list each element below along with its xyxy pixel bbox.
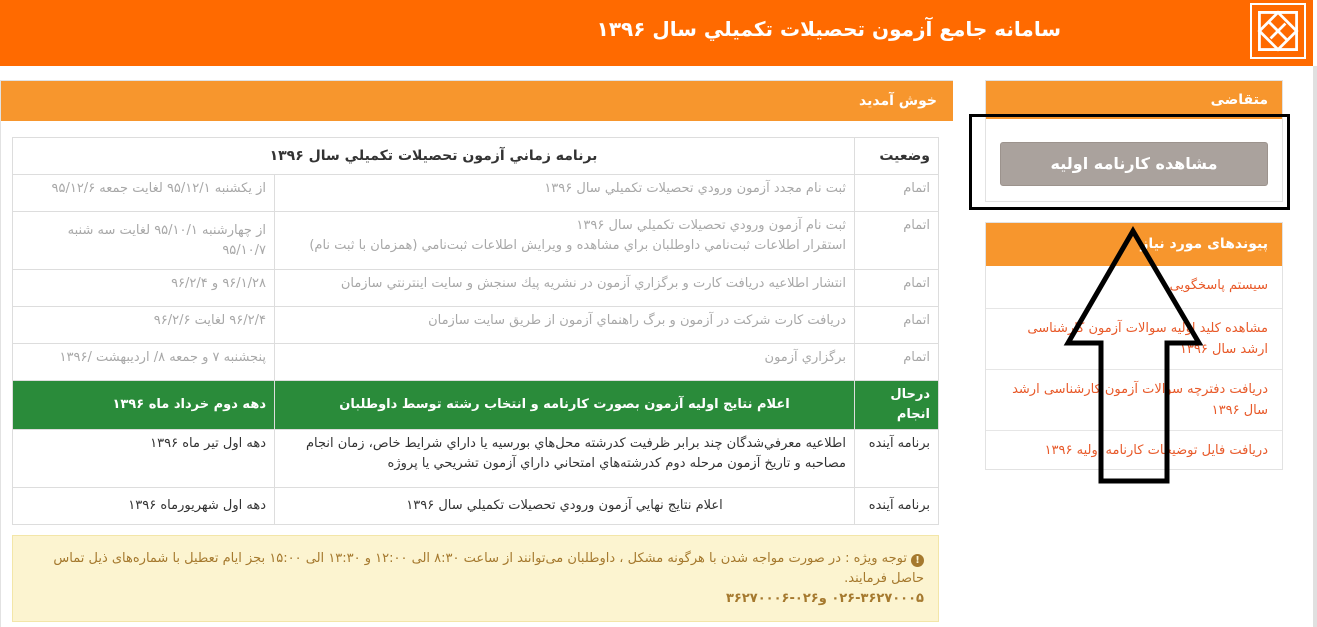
- info-icon: !: [911, 554, 924, 567]
- notice-box: [12, 535, 939, 622]
- row-status: اتمام: [855, 175, 939, 212]
- row-desc: انتشار اطلاعيه دريافت كارت و برگزاري آزمون در نشريه پيك سنجش و سايت اينترنتي سازمان: [275, 270, 855, 307]
- highlight-annotation-box: [969, 114, 1290, 210]
- notice-text: توجه ویژه : در صورت مواجه شدن با هرگونه مشکل ، داوطلبان می‌توانند از ساعت ۸:۳۰ الی ۱۲:۰۰ و ۱۳:۳۰ الی ۱۵:۰۰ بجز ایام تعطیل با شماره‌های ذیل تماس حاصل فرمایند.: [53, 551, 924, 586]
- links-panel-title: پیوندهای مورد نیاز: [986, 223, 1282, 266]
- row-date: از چهارشنبه ۹۵/۱۰/۱ لغايت سه شنبه ۹۵/۱۰/۷: [13, 212, 275, 270]
- row-date: ۹۶/۲/۴ لغايت ۹۶/۲/۶: [13, 307, 275, 344]
- row-desc-line1: ثبت نام آزمون ورودي تحصيلات تكميلي سال ۱۳۹۶: [576, 218, 846, 233]
- row-desc: ثبت نام مجدد آزمون ورودي تحصيلات تكميلي سال ۱۳۹۶: [275, 175, 855, 212]
- table-row: [13, 212, 939, 270]
- row-date: از يكشنبه ۹۵/۱۲/۱ لغايت جمعه ۹۵/۱۲/۶: [13, 175, 275, 212]
- row-desc-line2: استقرار اطلاعات ثبت‌نامي داوطلبان براي مشاهده و ويرايش اطلاعات ثبت‌نامي (همزمان با ثبت نام): [309, 238, 846, 253]
- row-status: اتمام: [855, 307, 939, 344]
- row-status: اتمام: [855, 344, 939, 381]
- row-status: اتمام: [855, 270, 939, 307]
- notice-phones: ۰۲۶-۳۶۲۷۰۰۰۵ و۰۲۶-۳۶۲۷۰۰۰۶: [726, 591, 924, 606]
- row-desc: اعلام نتايج اوليه آزمون بصورت كارنامه و انتخاب رشته توسط داوطلبان: [275, 381, 855, 430]
- table-header-row: [13, 138, 939, 175]
- table-row: [13, 270, 939, 307]
- view-initial-report-button[interactable]: مشاهده کارنامه اولیه: [1000, 142, 1268, 186]
- row-status: اتمام: [855, 212, 939, 270]
- table-row: [13, 488, 939, 525]
- row-date: پنجشنبه ۷ و جمعه ۸/ ارديبهشت /۱۳۹۶: [13, 344, 275, 381]
- scrollbar-track[interactable]: [1313, 66, 1317, 627]
- link-report-explanations[interactable]: دریافت فایل توضیحات کارنامه اولیه ۱۳۹۶: [986, 430, 1282, 470]
- site-title: سامانه جامع آزمون تحصيلات تكميلي سال ۱۳۹۶: [596, 17, 1061, 41]
- row-desc: اعلام نتايج نهايي آزمون ورودي تحصيلات تكميلي سال ۱۳۹۶: [275, 488, 855, 525]
- row-status: برنامه آينده: [855, 488, 939, 525]
- header-status: وضعيت: [855, 138, 939, 175]
- row-desc: دريافت كارت شركت در آزمون و برگ راهنماي آزمون از طريق سايت سازمان: [275, 307, 855, 344]
- links-panel: [985, 222, 1283, 470]
- row-date: دهه دوم خرداد ماه ۱۳۹۶: [13, 381, 275, 430]
- row-date: ۹۶/۱/۲۸ و ۹۶/۲/۴: [13, 270, 275, 307]
- row-date: دهه اول شهريورماه ۱۳۹۶: [13, 488, 275, 525]
- header-title: برنامه زماني آزمون تحصيلات تكميلي سال ۱۳۹۶: [13, 138, 855, 175]
- welcome-panel-title: خوش آمدید: [1, 81, 953, 121]
- welcome-panel: [0, 80, 953, 627]
- top-header: [0, 0, 1313, 66]
- row-status: برنامه آينده: [855, 430, 939, 488]
- row-desc: برگزاري آزمون: [275, 344, 855, 381]
- table-row: [13, 430, 939, 488]
- table-row-active: [13, 381, 939, 430]
- link-question-booklet[interactable]: دریافت دفترچه سوالات آزمون کارشناسی ارشد سال ۱۳۹۶: [986, 369, 1282, 430]
- row-desc: [275, 212, 855, 270]
- schedule-table: [12, 137, 939, 525]
- applicant-panel-title: متقاضی: [986, 81, 1282, 119]
- row-date: دهه اول تير ماه ۱۳۹۶: [13, 430, 275, 488]
- table-row: [13, 307, 939, 344]
- table-row: [13, 175, 939, 212]
- row-status: درحال انجام: [855, 381, 939, 430]
- site-logo[interactable]: [1250, 3, 1306, 59]
- link-answer-key[interactable]: مشاهده کلید اولیه سوالات آزمون کارشناسی ارشد سال ۱۳۹۶: [986, 308, 1282, 369]
- row-desc: اطلاعيه معرفي‌شدگان چند برابر ظرفيت كدرشته محل‌هاي بورسيه يا داراي شرايط خاص، زمان انجام مصاحبه و تاريخ آزمون مرحله دوم كدرشته‌هاي امتحاني داراي آزمون تشريحي يا پروژه: [275, 430, 855, 488]
- table-row: [13, 344, 939, 381]
- link-response-system[interactable]: سیستم پاسخگویی: [1169, 278, 1268, 293]
